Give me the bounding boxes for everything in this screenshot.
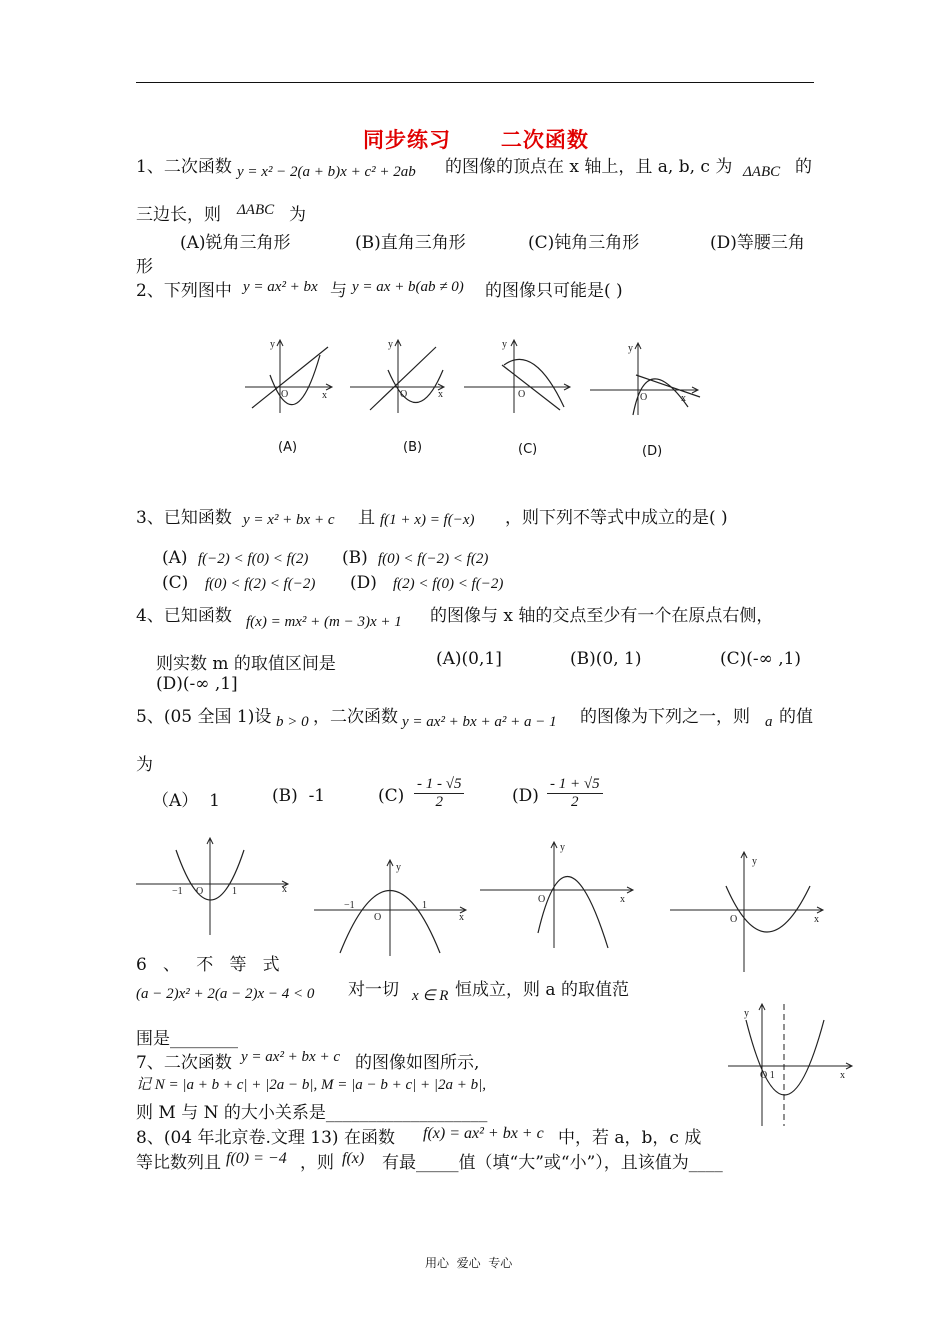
- svg-text:O: O: [281, 389, 289, 400]
- q4-option-d: (D)(-∞ ,1]: [156, 674, 238, 694]
- q7-line2: 记 N = |a + b + c| + |2a − b|, M = |a − b + c| + |2a + b|,: [136, 1077, 487, 1093]
- svg-text:1: 1: [232, 886, 237, 897]
- q2-graph-d: [588, 335, 703, 415]
- q3-lead: 3、已知函数: [136, 508, 232, 528]
- svg-text:y: y: [270, 339, 275, 350]
- q5-option-c-label: (C): [378, 786, 405, 806]
- q6-condition: x ∈ R: [412, 988, 449, 1004]
- svg-text:1: 1: [422, 900, 427, 911]
- svg-text:O: O: [730, 914, 738, 925]
- page-footer: 用心 爱心 专心: [425, 1256, 513, 1270]
- q1-option-b: (B)直角三角形: [355, 233, 466, 253]
- q3-option-a-label: (A): [162, 548, 188, 568]
- q1-option-d: (D)等腰三角: [710, 233, 805, 253]
- q7-formula: y = ax² + bx + c: [241, 1049, 340, 1065]
- q2-label-d: (D): [642, 444, 663, 459]
- q5-end2: 的值: [779, 707, 813, 727]
- q6-mid: 对一切: [348, 980, 399, 1000]
- q7-line3: 则 M 与 N 的大小关系是___________________: [136, 1103, 488, 1123]
- q8-line2b: ，则: [300, 1153, 334, 1173]
- svg-text:O: O: [400, 389, 408, 400]
- q5-wrap: 为: [136, 755, 153, 775]
- svg-text:y: y: [628, 343, 633, 354]
- q1-line2b: 为: [289, 205, 306, 225]
- q1-option-a: (A)锐角三角形: [180, 233, 291, 253]
- q6-end: 恒成立，则 a 的取值范: [455, 980, 629, 1000]
- q2-formula-2: y = ax + b(ab ≠ 0): [352, 279, 464, 295]
- q6-formula: (a − 2)x² + 2(a − 2)x − 4 < 0: [136, 986, 315, 1002]
- q2-graph-c: [462, 335, 572, 415]
- q8-formula: f(x) = ax² + bx + c: [423, 1125, 544, 1142]
- svg-text:y: y: [396, 862, 401, 873]
- q3-option-c: f(0) < f(2) < f(−2): [205, 576, 316, 592]
- svg-text:y: y: [388, 339, 393, 350]
- svg-text:x: x: [438, 389, 443, 400]
- q2-end: 的图像只可能是( ): [485, 281, 623, 301]
- q4-line2: 则实数 m 的取值区间是: [156, 654, 336, 674]
- q4-formula: f(x) = mx² + (m − 3)x + 1: [246, 614, 402, 630]
- svg-text:x: x: [459, 912, 464, 923]
- svg-text:O: O: [374, 912, 382, 923]
- q1-line2a: 三边长，则: [136, 205, 221, 225]
- q3-formula-1: y = x² + bx + c: [243, 512, 335, 528]
- q4-option-a: (A)(0,1]: [436, 649, 502, 669]
- q1-end: 的: [795, 157, 812, 177]
- q4-end: 的图像与 x 轴的交点至少有一个在原点右侧，: [430, 606, 774, 626]
- q5-option-d-fraction: $\frac{- 1 + √5}{2}$: [547, 776, 603, 811]
- svg-text:−1: −1: [344, 900, 355, 911]
- q5-mid: ，二次函数: [313, 707, 398, 727]
- svg-text:x: x: [840, 1070, 845, 1081]
- q3-option-a: f(−2) < f(0) < f(2): [198, 551, 309, 567]
- q7-lead: 7、二次函数: [136, 1053, 232, 1073]
- svg-text:O 1: O 1: [760, 1070, 775, 1081]
- svg-text:O: O: [518, 389, 526, 400]
- q2-mid: 与: [330, 281, 347, 301]
- svg-text:x: x: [814, 914, 819, 925]
- svg-text:y: y: [560, 842, 565, 853]
- page-title: 同步练习 二次函数: [363, 127, 589, 152]
- q2-label-c: (C): [518, 442, 538, 457]
- q1-mid: 的图像的顶点在 x 轴上，且 a, b, c 为: [445, 157, 733, 177]
- q3-option-b-label: (B): [342, 548, 368, 568]
- svg-text:y: y: [502, 339, 507, 350]
- q3-option-d-label: (D): [350, 573, 377, 593]
- q5-end: 的图像为下列之一，则: [580, 707, 750, 727]
- q4-option-c: (C)(-∞ ,1): [720, 649, 802, 669]
- q6-line3: 围是________: [136, 1029, 238, 1049]
- svg-text:y: y: [752, 856, 757, 867]
- q1-wrap: 形: [136, 257, 153, 277]
- q5-var: a: [765, 714, 773, 730]
- q8-fx: f(x): [342, 1150, 365, 1167]
- q8-line1a: 8、(04 年北京卷.文理 13) 在函数: [136, 1128, 395, 1148]
- q4-option-b: (B)(0, 1): [570, 649, 642, 669]
- q3-mid: 且: [358, 508, 375, 528]
- svg-text:O: O: [196, 886, 204, 897]
- q8-line1b: 中，若 a，b，c 成: [558, 1128, 702, 1148]
- q1-lead: 1、二次函数: [136, 157, 232, 177]
- svg-text:x: x: [322, 390, 327, 401]
- q1-option-c: (C)钝角三角形: [528, 233, 640, 253]
- svg-text:x: x: [681, 393, 686, 404]
- q5-option-a: （A） 1: [152, 791, 220, 811]
- q2-label-b: (B): [403, 440, 423, 455]
- q5-lead: 5、(05 全国 1)设: [136, 707, 272, 727]
- q3-option-b: f(0) < f(−2) < f(2): [378, 551, 489, 567]
- svg-text:x: x: [620, 894, 625, 905]
- svg-text:−1: −1: [172, 886, 183, 897]
- header-rule: [136, 82, 814, 83]
- q5-graph-4: [668, 848, 828, 974]
- q4-lead: 4、已知函数: [136, 606, 232, 626]
- q8-line2a: 等比数列且: [136, 1153, 221, 1173]
- q8-line2c: 有最_____值（填“大”或“小”），且该值为____: [382, 1153, 723, 1173]
- q2-graph-b: [348, 335, 448, 415]
- q5-option-b: (B) -1: [272, 786, 326, 806]
- q2-graph-a: [240, 335, 340, 415]
- q2-label-a: (A): [278, 440, 298, 455]
- q1-triangle-2: ΔABC: [237, 202, 275, 218]
- q5-option-c-fraction: $\frac{- 1 - √5}{2}$: [414, 776, 464, 811]
- q5-graph-3: [478, 838, 636, 950]
- q1-formula: y = x² − 2(a + b)x + c² + 2ab: [237, 164, 416, 180]
- q5-condition: b > 0: [276, 714, 309, 730]
- q3-end: ，则下列不等式中成立的是( ): [505, 508, 728, 528]
- q7-end: 的图像如图所示,: [355, 1053, 480, 1073]
- q7-graph: [728, 1000, 858, 1128]
- q5-graph-1: [136, 830, 296, 940]
- q3-option-c-label: (C): [162, 573, 189, 593]
- q2-lead: 2、下列图中: [136, 281, 232, 301]
- svg-text:O: O: [640, 392, 648, 403]
- svg-text:O: O: [538, 894, 546, 905]
- q5-option-d-label: (D): [512, 786, 539, 806]
- q1-triangle: ΔABC: [743, 164, 781, 180]
- svg-text:y: y: [744, 1008, 749, 1019]
- q5-formula: y = ax² + bx + a² + a − 1: [402, 714, 557, 730]
- q2-formula-1: y = ax² + bx: [243, 279, 318, 295]
- svg-text:x: x: [282, 884, 287, 895]
- q5-graph-2: [314, 858, 472, 958]
- q6-lead: 6 、 不 等 式: [136, 955, 280, 975]
- q3-option-d: f(2) < f(0) < f(−2): [393, 576, 504, 592]
- q3-formula-2: f(1 + x) = f(−x): [380, 512, 475, 528]
- q8-condition: f(0) = −4: [226, 1150, 287, 1167]
